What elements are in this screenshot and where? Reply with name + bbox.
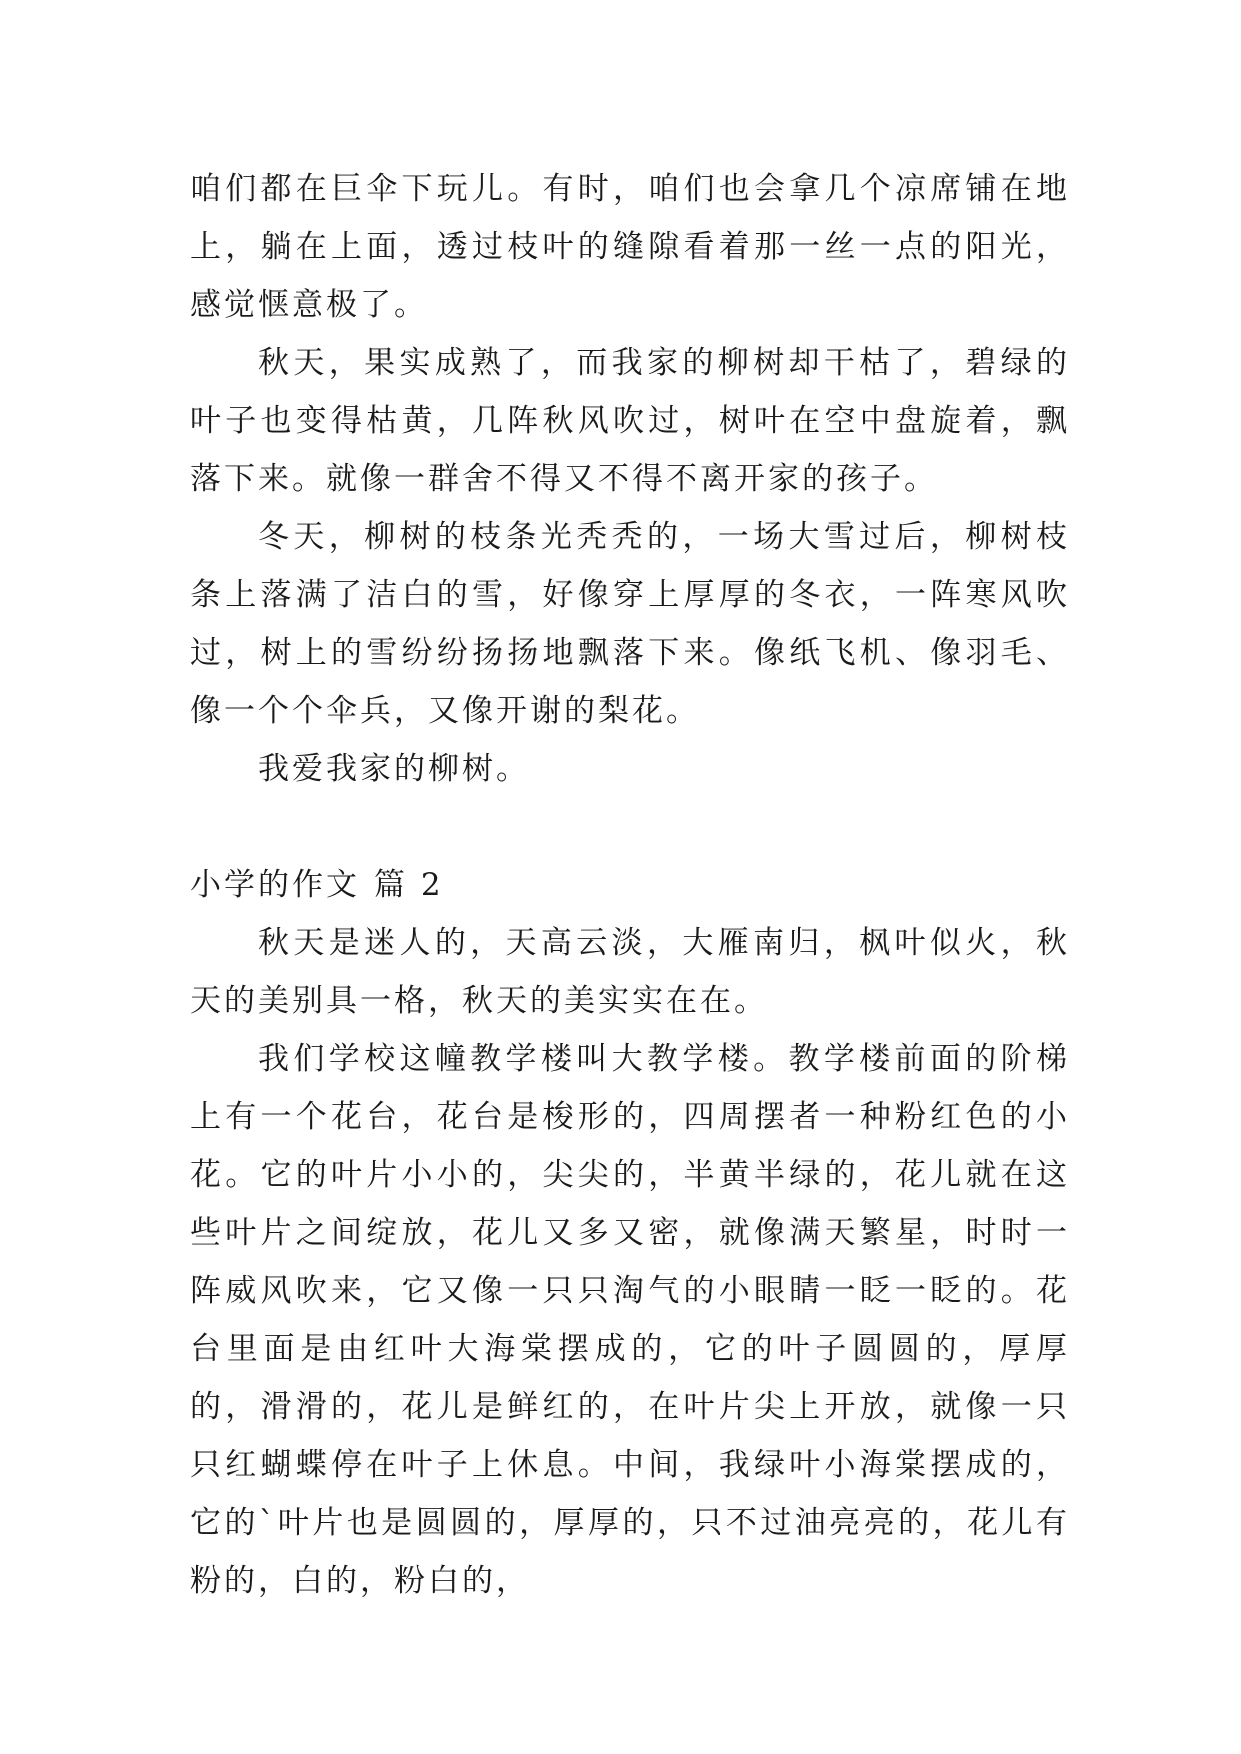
paragraph-2: 秋天，果实成熟了，而我家的柳树却干枯了，碧绿的叶子也变得枯黄，几阵秋风吹过，树叶在空中盘旋着，飘落下来。就像一群舍不得又不得不离开家的孩子。 xyxy=(190,345,1070,497)
document-body xyxy=(190,160,1070,1610)
paragraph-4: 我爱我家的柳树。 xyxy=(258,751,530,787)
section-number: 篇 2 xyxy=(374,867,444,903)
paragraph-3: 冬天，柳树的枝条光秃秃的，一场大雪过后，柳树枝条上落满了洁白的雪，好像穿上厚厚的冬衣，一阵寒风吹过，树上的雪纷纷扬扬地飘落下来。像纸飞机、像羽毛、像一个个伞兵，又像开谢的梨花。 xyxy=(190,519,1070,729)
paragraph-6: 我们学校这幢教学楼叫大教学楼。教学楼前面的阶梯上有一个花台，花台是梭形的，四周摆者一种粉红色的小花。它的叶片小小的，尖尖的，半黄半绿的，花儿就在这些叶片之间绽放，花儿又多又密，就像满天繁星，时时一阵威风吹来，它又像一只只淘气的小眼睛一眨一眨的。花台里面是由红叶大海棠摆成的，它的叶子圆圆的，厚厚的，滑滑的，花儿是鲜红的，在叶片尖上开放，就像一只只红蝴蝶停在叶子上休息。中间，我绿叶小海棠摆成的，它的`叶片也是圆圆的，厚厚的，只不过油亮亮的，花儿有粉的，白的，粉白的， xyxy=(190,1041,1070,1599)
paragraph-1: 咱们都在巨伞下玩儿。有时，咱们也会拿几个凉席铺在地上，躺在上面，透过枝叶的缝隙看着那一丝一点的阳光，感觉惬意极了。 xyxy=(190,171,1070,323)
paragraph-5: 秋天是迷人的，天高云淡，大雁南归，枫叶似火，秋天的美别具一格，秋天的美实实在在。 xyxy=(190,925,1070,1019)
section-heading xyxy=(190,856,1070,914)
section-title: 小学的作文 xyxy=(190,867,360,903)
